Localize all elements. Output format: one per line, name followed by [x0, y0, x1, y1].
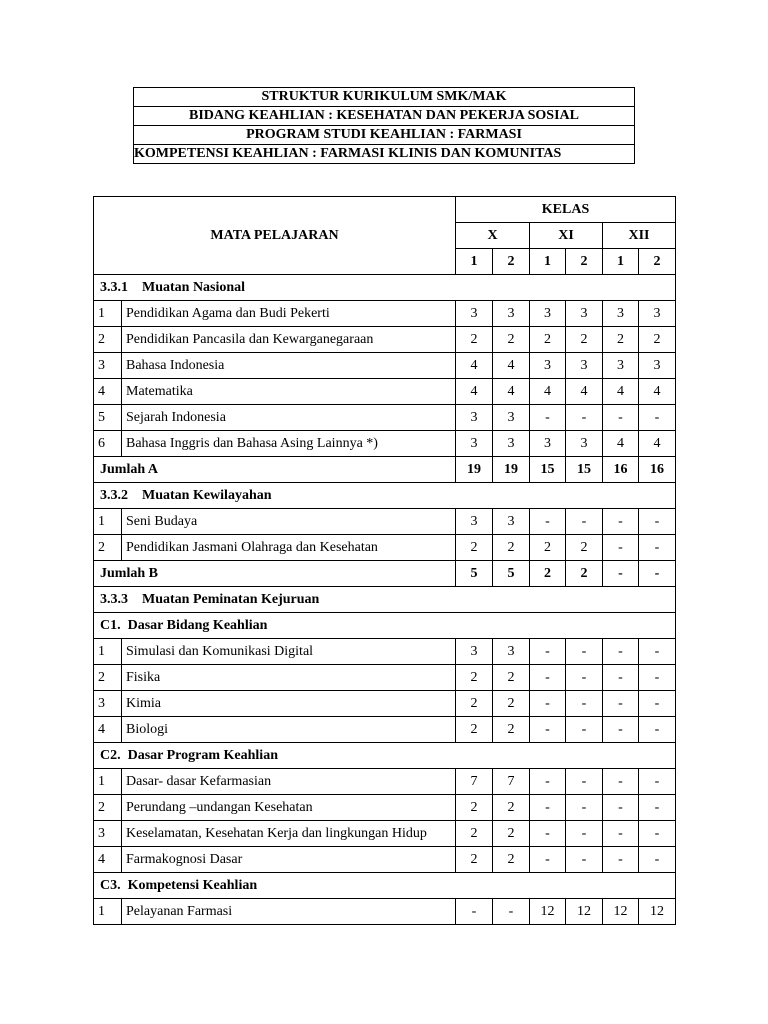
- hours-value: 2: [566, 327, 603, 353]
- jumlah-b-value: -: [639, 561, 676, 587]
- subject-name: Pendidikan Pancasila dan Kewarganegaraan: [122, 327, 456, 353]
- hours-value: -: [603, 665, 639, 691]
- subject-name: Keselamatan, Kesehatan Kerja dan lingkungan Hidup: [122, 821, 456, 847]
- title-line-2: BIDANG KEAHLIAN : KESEHATAN DAN PEKERJA SOSIAL: [134, 107, 635, 126]
- hours-value: 3: [493, 639, 530, 665]
- hours-value: 3: [530, 301, 566, 327]
- semester-header: 1: [530, 249, 566, 275]
- subject-name: Biologi: [122, 717, 456, 743]
- hours-value: 2: [456, 795, 493, 821]
- hours-value: 2: [493, 717, 530, 743]
- section-muatan-kewilayahan: 3.3.2 Muatan Kewilayahan: [94, 483, 676, 509]
- hours-value: 2: [456, 821, 493, 847]
- row-number: 2: [94, 327, 122, 353]
- hours-value: 2: [456, 535, 493, 561]
- hours-value: 4: [456, 379, 493, 405]
- row-number: 3: [94, 353, 122, 379]
- table-row: [94, 899, 676, 925]
- table-row: [94, 379, 676, 405]
- hours-value: 2: [530, 535, 566, 561]
- hours-value: 3: [493, 431, 530, 457]
- hours-value: -: [566, 509, 603, 535]
- subject-name: Pendidikan Agama dan Budi Pekerti: [122, 301, 456, 327]
- grade-xii-header: XII: [603, 223, 676, 249]
- hours-value: -: [603, 639, 639, 665]
- hours-value: 4: [639, 431, 676, 457]
- hours-value: -: [566, 665, 603, 691]
- hours-value: -: [530, 795, 566, 821]
- row-number: 2: [94, 665, 122, 691]
- hours-value: -: [603, 691, 639, 717]
- row-number: 3: [94, 691, 122, 717]
- hours-value: 3: [566, 431, 603, 457]
- section-c2: C2. Dasar Program Keahlian: [94, 743, 676, 769]
- subject-name: Farmakognosi Dasar: [122, 847, 456, 873]
- jumlah-b-value: 5: [456, 561, 493, 587]
- hours-value: 3: [639, 301, 676, 327]
- section-muatan-peminatan: 3.3.3 Muatan Peminatan Kejuruan: [94, 587, 676, 613]
- row-number: 1: [94, 509, 122, 535]
- jumlah-a-value: 15: [530, 457, 566, 483]
- hours-value: 3: [530, 353, 566, 379]
- row-number: 2: [94, 535, 122, 561]
- c1-rows: [94, 639, 676, 743]
- hours-value: -: [530, 509, 566, 535]
- hours-value: 3: [603, 353, 639, 379]
- hours-value: 4: [493, 379, 530, 405]
- hours-value: 2: [493, 847, 530, 873]
- hours-value: 2: [493, 821, 530, 847]
- hours-value: 2: [493, 665, 530, 691]
- hours-value: -: [530, 847, 566, 873]
- kelas-header: KELAS: [456, 197, 676, 223]
- hours-value: 2: [530, 327, 566, 353]
- hours-value: -: [639, 769, 676, 795]
- grade-xi-header: XI: [530, 223, 603, 249]
- kewilayahan-rows: [94, 509, 676, 561]
- section-muatan-nasional: 3.3.1 Muatan Nasional: [94, 275, 676, 301]
- hours-value: 3: [493, 301, 530, 327]
- jumlah-b-value: 2: [566, 561, 603, 587]
- hours-value: 12: [566, 899, 603, 925]
- hours-value: -: [603, 717, 639, 743]
- section-c3: C3. Kompetensi Keahlian: [94, 873, 676, 899]
- hours-value: 3: [603, 301, 639, 327]
- table-row: [94, 769, 676, 795]
- hours-value: -: [639, 795, 676, 821]
- semester-header: 1: [603, 249, 639, 275]
- hours-value: -: [566, 795, 603, 821]
- hours-value: 3: [566, 301, 603, 327]
- hours-value: 3: [493, 405, 530, 431]
- hours-value: 4: [530, 379, 566, 405]
- subject-name: Pelayanan Farmasi: [122, 899, 456, 925]
- hours-value: 12: [603, 899, 639, 925]
- table-row: [94, 665, 676, 691]
- jumlah-b-row: [94, 561, 676, 587]
- row-number: 6: [94, 431, 122, 457]
- row-number: 4: [94, 717, 122, 743]
- jumlah-a-value: 19: [493, 457, 530, 483]
- hours-value: 3: [456, 405, 493, 431]
- title-line-4: KOMPETENSI KEAHLIAN : FARMASI KLINIS DAN KOMUNITAS: [134, 145, 635, 164]
- table-row: [94, 405, 676, 431]
- hours-value: -: [566, 405, 603, 431]
- hours-value: 3: [639, 353, 676, 379]
- semester-header: 2: [639, 249, 676, 275]
- mata-pelajaran-header: MATA PELAJARAN: [94, 197, 456, 275]
- hours-value: 4: [639, 379, 676, 405]
- hours-value: -: [566, 717, 603, 743]
- hours-value: -: [566, 639, 603, 665]
- hours-value: 4: [566, 379, 603, 405]
- hours-value: 2: [456, 847, 493, 873]
- table-row: [94, 847, 676, 873]
- semester-header: 1: [456, 249, 493, 275]
- hours-value: -: [530, 691, 566, 717]
- hours-value: -: [639, 847, 676, 873]
- subject-name: Sejarah Indonesia: [122, 405, 456, 431]
- hours-value: -: [566, 821, 603, 847]
- hours-value: -: [603, 795, 639, 821]
- hours-value: 2: [456, 717, 493, 743]
- hours-value: -: [530, 665, 566, 691]
- section-c1: C1. Dasar Bidang Keahlian: [94, 613, 676, 639]
- subject-name: Perundang –undangan Kesehatan: [122, 795, 456, 821]
- hours-value: -: [639, 509, 676, 535]
- semester-header: 2: [493, 249, 530, 275]
- subject-name: Kimia: [122, 691, 456, 717]
- hours-value: -: [639, 717, 676, 743]
- jumlah-a-value: 19: [456, 457, 493, 483]
- table-row: [94, 353, 676, 379]
- table-row: [94, 301, 676, 327]
- hours-value: 7: [493, 769, 530, 795]
- hours-value: -: [603, 769, 639, 795]
- c3-rows: [94, 899, 676, 925]
- jumlah-b-label: Jumlah B: [94, 561, 456, 587]
- title-block: [133, 87, 635, 164]
- c2-rows: [94, 769, 676, 873]
- hours-value: 2: [493, 327, 530, 353]
- hours-value: 12: [639, 899, 676, 925]
- subject-name: Simulasi dan Komunikasi Digital: [122, 639, 456, 665]
- hours-value: -: [603, 509, 639, 535]
- subject-name: Pendidikan Jasmani Olahraga dan Kesehatan: [122, 535, 456, 561]
- table-row: [94, 535, 676, 561]
- hours-value: -: [639, 535, 676, 561]
- hours-value: 2: [566, 535, 603, 561]
- hours-value: 3: [456, 301, 493, 327]
- curriculum-table: [93, 196, 676, 925]
- hours-value: -: [530, 405, 566, 431]
- hours-value: 2: [493, 691, 530, 717]
- subject-name: Fisika: [122, 665, 456, 691]
- table-row: [94, 691, 676, 717]
- semester-header: 2: [566, 249, 603, 275]
- hours-value: -: [603, 821, 639, 847]
- hours-value: -: [639, 405, 676, 431]
- hours-value: -: [603, 535, 639, 561]
- row-number: 1: [94, 899, 122, 925]
- hours-value: -: [603, 405, 639, 431]
- row-number: 1: [94, 769, 122, 795]
- hours-value: -: [639, 665, 676, 691]
- jumlah-a-row: [94, 457, 676, 483]
- table-row: [94, 431, 676, 457]
- hours-value: 3: [530, 431, 566, 457]
- row-number: 3: [94, 821, 122, 847]
- row-number: 4: [94, 379, 122, 405]
- grade-x-header: X: [456, 223, 530, 249]
- hours-value: -: [530, 639, 566, 665]
- jumlah-a-value: 16: [639, 457, 676, 483]
- hours-value: -: [639, 691, 676, 717]
- hours-value: 2: [493, 535, 530, 561]
- hours-value: 3: [456, 639, 493, 665]
- hours-value: 2: [456, 691, 493, 717]
- hours-value: 3: [456, 431, 493, 457]
- jumlah-a-value: 15: [566, 457, 603, 483]
- row-number: 4: [94, 847, 122, 873]
- hours-value: 2: [456, 665, 493, 691]
- jumlah-b-value: 2: [530, 561, 566, 587]
- row-number: 2: [94, 795, 122, 821]
- table-row: [94, 795, 676, 821]
- table-row: [94, 717, 676, 743]
- subject-name: Matematika: [122, 379, 456, 405]
- hours-value: 3: [493, 509, 530, 535]
- hours-value: 4: [456, 353, 493, 379]
- hours-value: 4: [603, 379, 639, 405]
- hours-value: 3: [456, 509, 493, 535]
- hours-value: 2: [493, 795, 530, 821]
- hours-value: -: [493, 899, 530, 925]
- row-number: 1: [94, 301, 122, 327]
- hours-value: 7: [456, 769, 493, 795]
- title-line-3: PROGRAM STUDI KEAHLIAN : FARMASI: [134, 126, 635, 145]
- jumlah-b-value: -: [603, 561, 639, 587]
- hours-value: -: [639, 639, 676, 665]
- hours-value: -: [530, 717, 566, 743]
- subject-name: Dasar- dasar Kefarmasian: [122, 769, 456, 795]
- hours-value: -: [530, 821, 566, 847]
- subject-name: Bahasa Indonesia: [122, 353, 456, 379]
- table-row: [94, 509, 676, 535]
- hours-value: -: [566, 769, 603, 795]
- row-number: 1: [94, 639, 122, 665]
- hours-value: 4: [493, 353, 530, 379]
- table-row: [94, 327, 676, 353]
- hours-value: 4: [603, 431, 639, 457]
- hours-value: -: [639, 821, 676, 847]
- jumlah-b-value: 5: [493, 561, 530, 587]
- table-row: [94, 639, 676, 665]
- jumlah-a-value: 16: [603, 457, 639, 483]
- hours-value: -: [566, 691, 603, 717]
- row-number: 5: [94, 405, 122, 431]
- subject-name: Bahasa Inggris dan Bahasa Asing Lainnya *): [122, 431, 456, 457]
- hours-value: 12: [530, 899, 566, 925]
- table-row: [94, 821, 676, 847]
- hours-value: -: [530, 769, 566, 795]
- hours-value: 3: [566, 353, 603, 379]
- hours-value: -: [456, 899, 493, 925]
- hours-value: 2: [639, 327, 676, 353]
- nasional-rows: [94, 301, 676, 457]
- hours-value: -: [603, 847, 639, 873]
- subject-name: Seni Budaya: [122, 509, 456, 535]
- hours-value: 2: [603, 327, 639, 353]
- hours-value: -: [566, 847, 603, 873]
- jumlah-a-label: Jumlah A: [94, 457, 456, 483]
- hours-value: 2: [456, 327, 493, 353]
- title-line-1: STRUKTUR KURIKULUM SMK/MAK: [134, 88, 635, 107]
